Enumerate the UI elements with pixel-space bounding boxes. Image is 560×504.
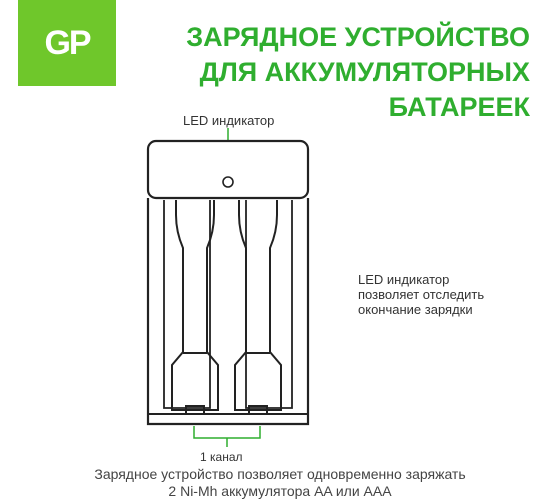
battery-slot-left xyxy=(164,200,218,414)
led-callout-right-line-3: окончание зарядки xyxy=(358,302,473,317)
caption xyxy=(0,466,560,500)
channel-bracket xyxy=(194,426,260,438)
caption-line-2: 2 Ni-Mh аккумулятора AA или AAA xyxy=(168,483,392,499)
charger-top-housing xyxy=(148,141,308,198)
led-callout-right-line-1: LED индикатор xyxy=(358,272,450,287)
led-indicator-icon xyxy=(223,177,233,187)
headline-line-2: ДЛЯ АККУМУЛЯТОРНЫХ xyxy=(199,57,530,87)
headline-line-1: ЗАРЯДНОЕ УСТРОЙСТВО xyxy=(186,22,530,52)
caption-line-1: Зарядное устройство позволяет одновременно заряжать xyxy=(94,466,466,482)
channel-label: 1 канал xyxy=(200,450,243,464)
led-callout-top: LED индикатор xyxy=(183,113,275,128)
headline-line-3: БАТАРЕЕК xyxy=(388,92,530,122)
logo-text: GP xyxy=(44,23,90,62)
led-callout-right-line-2: позволяет отследить xyxy=(358,287,485,302)
battery-slot-right xyxy=(235,200,292,414)
